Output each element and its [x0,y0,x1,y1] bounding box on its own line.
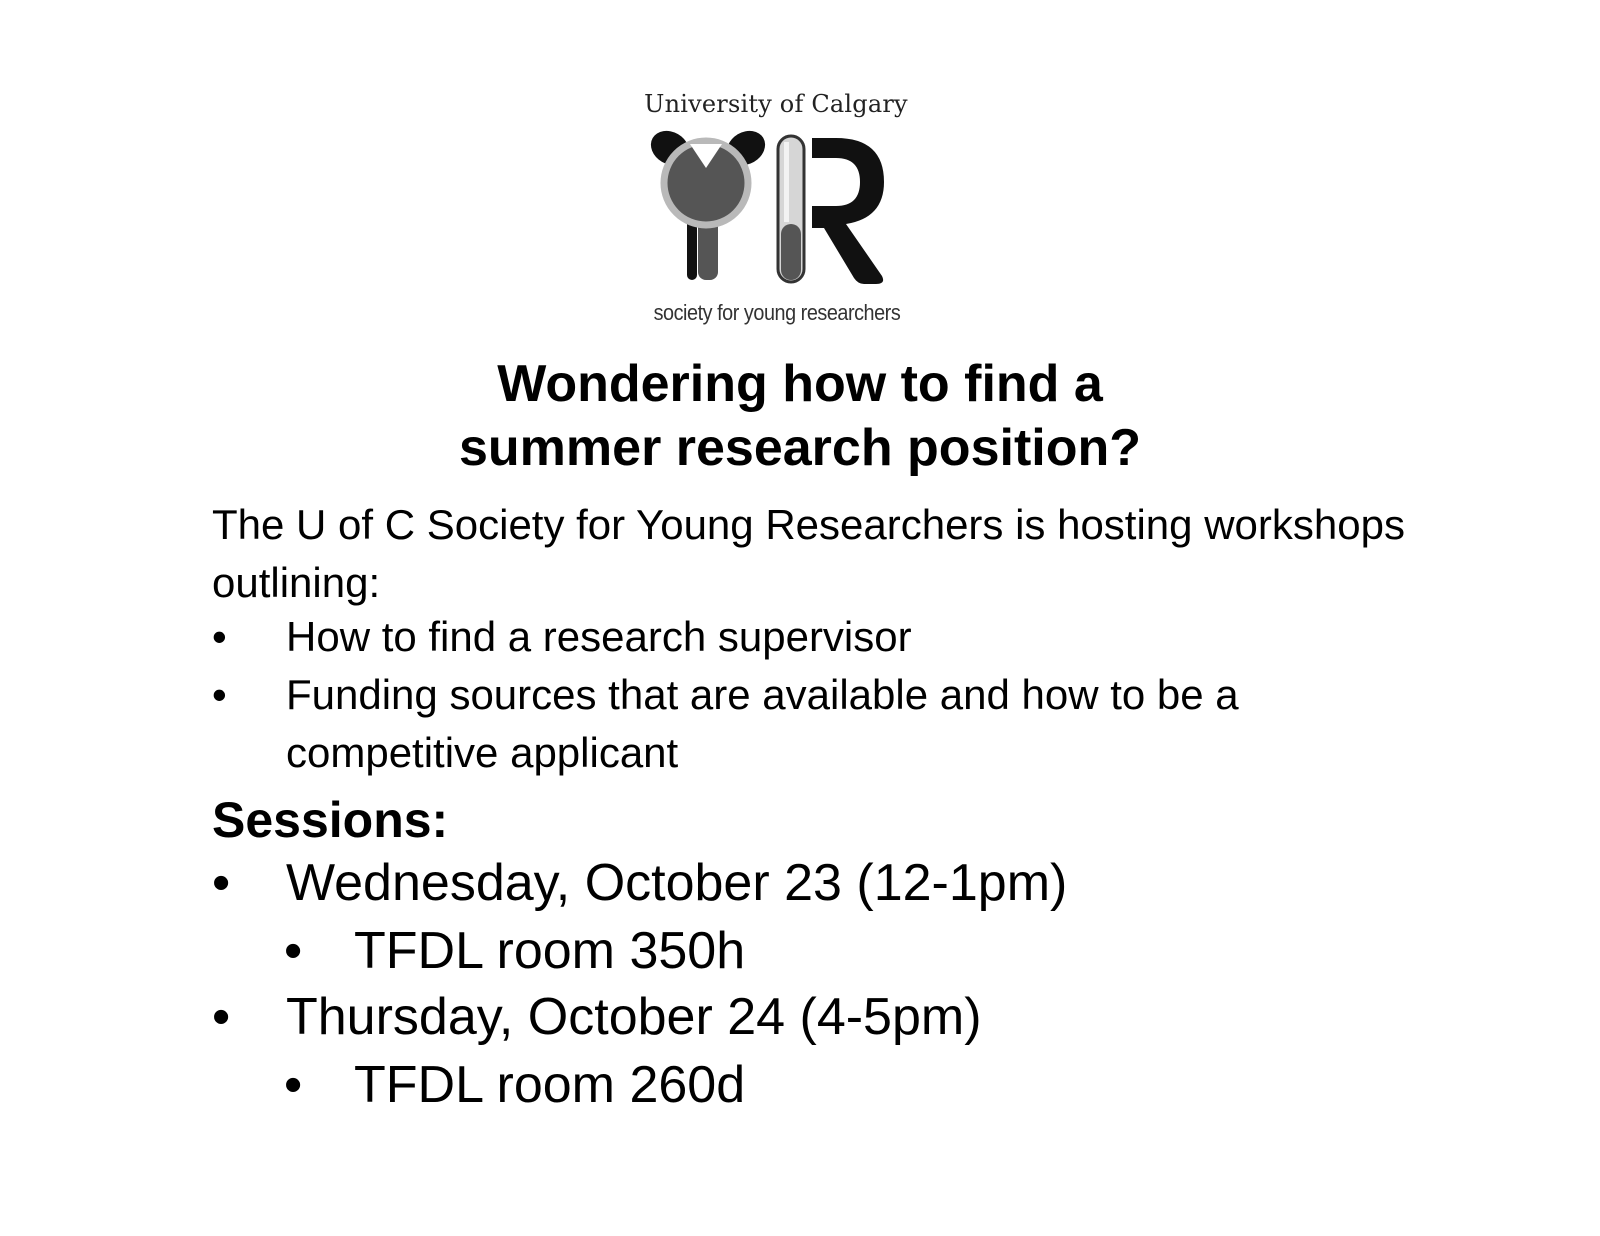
bullet: • [212,854,231,912]
topic-text: Funding sources that are available and how to be a competitive applicant [286,671,1239,776]
session-date [212,984,982,1050]
logo-tagline: society for young researchers [653,300,901,325]
bullet: • [284,1056,303,1114]
topic-list [212,608,1452,782]
headline-line-2: summer research position? [459,419,1141,477]
headline [300,352,1300,480]
syr-logo [640,88,940,338]
session-room [284,1052,745,1118]
topic-item [212,666,1452,782]
headline-line-1: Wondering how to find a [497,355,1103,413]
yr-logo-mark [640,128,912,298]
bullet: • [284,922,303,980]
session-date-text: Thursday, October 24 (4-5pm) [286,988,982,1046]
bullet: • [212,613,227,660]
bullet: • [212,671,227,718]
session-room-text: TFDL room 350h [354,922,746,980]
intro-paragraph: The U of C Society for Young Researchers is hosting workshops outlining: [212,501,1405,606]
topic-text: How to find a research supervisor [286,613,912,660]
session-room-text: TFDL room 260d [354,1056,746,1114]
topic-item [212,608,1452,666]
session-date [212,850,1067,916]
logo-university-name: University of Calgary [644,90,908,118]
sessions-heading: Sessions: [212,792,449,848]
bullet: • [212,988,231,1046]
session-room [284,918,745,984]
session-date-text: Wednesday, October 23 (12-1pm) [286,854,1068,912]
